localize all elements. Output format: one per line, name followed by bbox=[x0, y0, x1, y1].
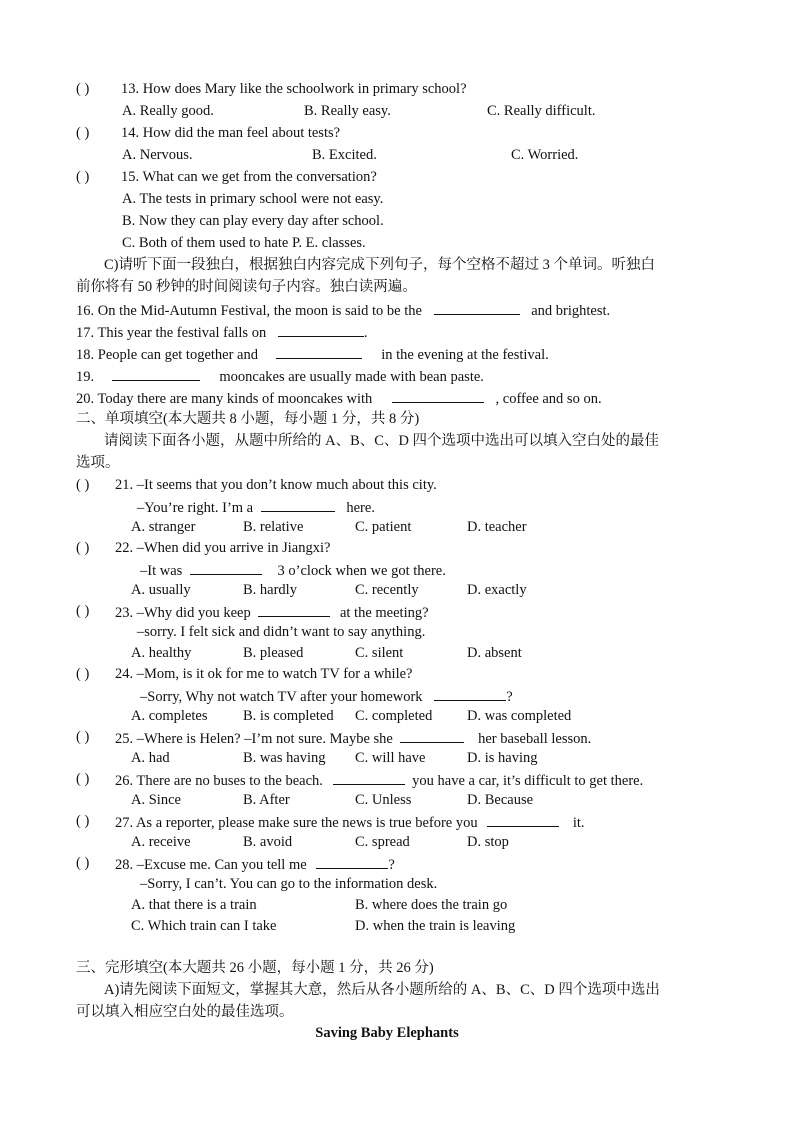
answer-blank[interactable] bbox=[278, 322, 364, 337]
q24-text-after: ? bbox=[506, 689, 513, 705]
q21-option-c[interactable]: C. patient bbox=[355, 519, 412, 535]
q23-option-d[interactable]: D. absent bbox=[467, 645, 522, 661]
q13-option-a[interactable]: A. Really good. bbox=[122, 103, 214, 119]
section-instruction: 请阅读下面各小题，从题中所给的 A、B、C、D 四个选项中选出可以填入空白处的最佳 bbox=[104, 433, 660, 449]
answer-paren[interactable]: ( ) bbox=[76, 540, 90, 556]
q18-text-before: 18. People can get together and bbox=[76, 347, 258, 363]
question-21-line1: 21. –It seems that you don’t know much about this city. bbox=[115, 477, 437, 493]
q26-text-before: 26. There are no buses to the beach. bbox=[115, 773, 323, 789]
q24-option-d[interactable]: D. was completed bbox=[467, 708, 572, 724]
q28-option-b[interactable]: B. where does the train go bbox=[355, 897, 508, 913]
q19-text-after: mooncakes are usually made with bean paste. bbox=[219, 369, 484, 385]
section-instruction-cont: 选项。 bbox=[76, 455, 120, 471]
answer-blank[interactable] bbox=[261, 497, 335, 512]
q27-option-c[interactable]: C. spread bbox=[355, 834, 410, 850]
answer-blank[interactable] bbox=[400, 728, 464, 743]
question-27-line1 bbox=[115, 812, 585, 832]
question-14-stem: 14. How did the man feel about tests? bbox=[121, 125, 341, 141]
answer-paren[interactable]: ( ) bbox=[76, 729, 90, 745]
q25-option-d[interactable]: D. is having bbox=[467, 750, 538, 766]
q16-text-before: 16. On the Mid-Autumn Festival, the moon is said to be the bbox=[76, 303, 422, 319]
section-title: 二、单项填空(本大题共 8 小题，每小题 1 分，共 8 分) bbox=[76, 411, 420, 427]
question-22-line1: 22. –When did you arrive in Jiangxi? bbox=[115, 540, 331, 556]
q17-text-before: 17. This year the festival falls on bbox=[76, 325, 267, 341]
question-16 bbox=[76, 300, 610, 320]
q25-text-before: 25. –Where is Helen? –I’m not sure. Maybe she bbox=[115, 731, 393, 747]
q21-option-d[interactable]: D. teacher bbox=[467, 519, 527, 535]
q25-option-b[interactable]: B. was having bbox=[243, 750, 326, 766]
q25-option-c[interactable]: C. will have bbox=[355, 750, 426, 766]
q25-option-a[interactable]: A. had bbox=[131, 750, 170, 766]
q22-option-a[interactable]: A. usually bbox=[131, 582, 191, 598]
q21-option-b[interactable]: B. relative bbox=[243, 519, 304, 535]
q13-option-c[interactable]: C. Really difficult. bbox=[487, 103, 596, 119]
q28-text-after: ? bbox=[388, 857, 395, 873]
q26-text-after: you have a car, it’s difficult to get there. bbox=[412, 773, 644, 789]
question-19 bbox=[76, 366, 484, 386]
q16-text-after: and brightest. bbox=[531, 303, 611, 319]
question-24-line2 bbox=[140, 686, 513, 706]
answer-paren[interactable]: ( ) bbox=[76, 771, 90, 787]
answer-paren[interactable]: ( ) bbox=[76, 666, 90, 682]
question-26-line1 bbox=[115, 770, 643, 790]
question-22-line2 bbox=[140, 560, 446, 580]
q24-option-b[interactable]: B. is completed bbox=[243, 708, 334, 724]
q26-option-d[interactable]: D. Because bbox=[467, 792, 534, 808]
q23-option-b[interactable]: B. pleased bbox=[243, 645, 304, 661]
question-17 bbox=[76, 322, 367, 342]
passage-title: Saving Baby Elephants bbox=[315, 1025, 459, 1041]
q26-option-a[interactable]: A. Since bbox=[131, 792, 181, 808]
question-25-line1 bbox=[115, 728, 591, 748]
answer-blank[interactable] bbox=[434, 686, 506, 701]
q28-option-a[interactable]: A. that there is a train bbox=[131, 897, 257, 913]
question-20 bbox=[76, 388, 602, 408]
answer-paren[interactable]: ( ) bbox=[76, 81, 90, 97]
q17-text-after: . bbox=[363, 325, 368, 341]
answer-blank[interactable] bbox=[258, 602, 330, 617]
answer-paren[interactable]: ( ) bbox=[76, 855, 90, 871]
q14-option-c[interactable]: C. Worried. bbox=[511, 147, 579, 163]
q28-option-d[interactable]: D. when the train is leaving bbox=[355, 918, 516, 934]
q26-option-b[interactable]: B. After bbox=[243, 792, 290, 808]
q28-text-before: 28. –Excuse me. Can you tell me bbox=[115, 857, 307, 873]
q27-option-d[interactable]: D. stop bbox=[467, 834, 509, 850]
question-23-line1 bbox=[115, 602, 429, 622]
section-c-instruction: C)请听下面一段独白，根据独白内容完成下列句子，每个空格不超过 3 个单词。听独白 bbox=[104, 257, 655, 273]
section-instruction: A)请先阅读下面短文，掌握其大意，然后从各小题所给的 A、B、C、D 四个选项中选出 bbox=[104, 982, 660, 998]
q14-option-a[interactable]: A. Nervous. bbox=[122, 147, 193, 163]
answer-blank[interactable] bbox=[392, 388, 484, 403]
answer-blank[interactable] bbox=[487, 812, 559, 827]
q27-text-after: it. bbox=[572, 815, 585, 831]
q27-option-b[interactable]: B. avoid bbox=[243, 834, 293, 850]
q22-option-d[interactable]: D. exactly bbox=[467, 582, 527, 598]
q22-option-b[interactable]: B. hardly bbox=[243, 582, 297, 598]
q21-text-after: here. bbox=[346, 500, 375, 516]
q13-option-b[interactable]: B. Really easy. bbox=[304, 103, 391, 119]
q21-option-a[interactable]: A. stranger bbox=[131, 519, 196, 535]
q15-option-c[interactable]: C. Both of them used to hate P. E. classes. bbox=[122, 235, 366, 251]
answer-paren[interactable]: ( ) bbox=[76, 477, 90, 493]
q23-text-before: 23. –Why did you keep bbox=[115, 605, 251, 621]
answer-blank[interactable] bbox=[190, 560, 262, 575]
answer-blank[interactable] bbox=[112, 366, 200, 381]
q18-text-after: in the evening at the festival. bbox=[381, 347, 549, 363]
q26-option-c[interactable]: C. Unless bbox=[355, 792, 412, 808]
answer-blank[interactable] bbox=[276, 344, 362, 359]
answer-blank[interactable] bbox=[316, 854, 388, 869]
question-15-stem: 15. What can we get from the conversation? bbox=[121, 169, 377, 185]
answer-paren[interactable]: ( ) bbox=[76, 603, 90, 619]
q27-text-before: 27. As a reporter, please make sure the news is true before you bbox=[115, 815, 478, 831]
q24-option-a[interactable]: A. completes bbox=[131, 708, 208, 724]
q25-text-after: her baseball lesson. bbox=[478, 731, 592, 747]
answer-paren[interactable]: ( ) bbox=[76, 125, 90, 141]
q20-text-after: , coffee and so on. bbox=[495, 391, 602, 407]
q24-option-c[interactable]: C. completed bbox=[355, 708, 433, 724]
q24-text-before: –Sorry, Why not watch TV after your homework bbox=[140, 689, 423, 705]
q22-option-c[interactable]: C. recently bbox=[355, 582, 419, 598]
question-13-stem: 13. How does Mary like the schoolwork in primary school? bbox=[121, 81, 467, 97]
answer-blank[interactable] bbox=[333, 770, 405, 785]
answer-paren[interactable]: ( ) bbox=[76, 169, 90, 185]
q20-text-before: 20. Today there are many kinds of mooncakes with bbox=[76, 391, 373, 407]
question-28-line1 bbox=[115, 854, 395, 874]
q14-option-b[interactable]: B. Excited. bbox=[312, 147, 377, 163]
question-21-line2 bbox=[137, 497, 375, 517]
q22-text-before: –It was bbox=[140, 563, 183, 579]
q28-option-c[interactable]: C. Which train can I take bbox=[131, 918, 277, 934]
q23-text-after: at the meeting? bbox=[339, 605, 429, 621]
q15-option-a[interactable]: A. The tests in primary school were not easy. bbox=[122, 191, 384, 207]
section-title: 三、完形填空(本大题共 26 小题，每小题 1 分，共 26 分) bbox=[76, 960, 434, 976]
q23-option-a[interactable]: A. healthy bbox=[131, 645, 192, 661]
answer-blank[interactable] bbox=[434, 300, 520, 315]
section-instruction-cont: 可以填入相应空白处的最佳选项。 bbox=[76, 1004, 294, 1020]
question-18 bbox=[76, 344, 549, 364]
q21-text-before: –You’re right. I’m a bbox=[137, 500, 254, 516]
question-24-line1: 24. –Mom, is it ok for me to watch TV for a while? bbox=[115, 666, 413, 682]
q27-option-a[interactable]: A. receive bbox=[131, 834, 191, 850]
q19-text-before: 19. bbox=[76, 369, 95, 385]
q22-text-after: 3 o’clock when we got there. bbox=[277, 563, 446, 579]
question-23-line2: –sorry. I felt sick and didn’t want to say anything. bbox=[137, 624, 426, 640]
q23-option-c[interactable]: C. silent bbox=[355, 645, 404, 661]
question-28-line2: –Sorry, I can’t. You can go to the information desk. bbox=[140, 876, 438, 892]
section-c-instruction-cont: 前你将有 50 秒钟的时间阅读句子内容。独白读两遍。 bbox=[76, 279, 417, 295]
q15-option-b[interactable]: B. Now they can play every day after school. bbox=[122, 213, 384, 229]
answer-paren[interactable]: ( ) bbox=[76, 813, 90, 829]
